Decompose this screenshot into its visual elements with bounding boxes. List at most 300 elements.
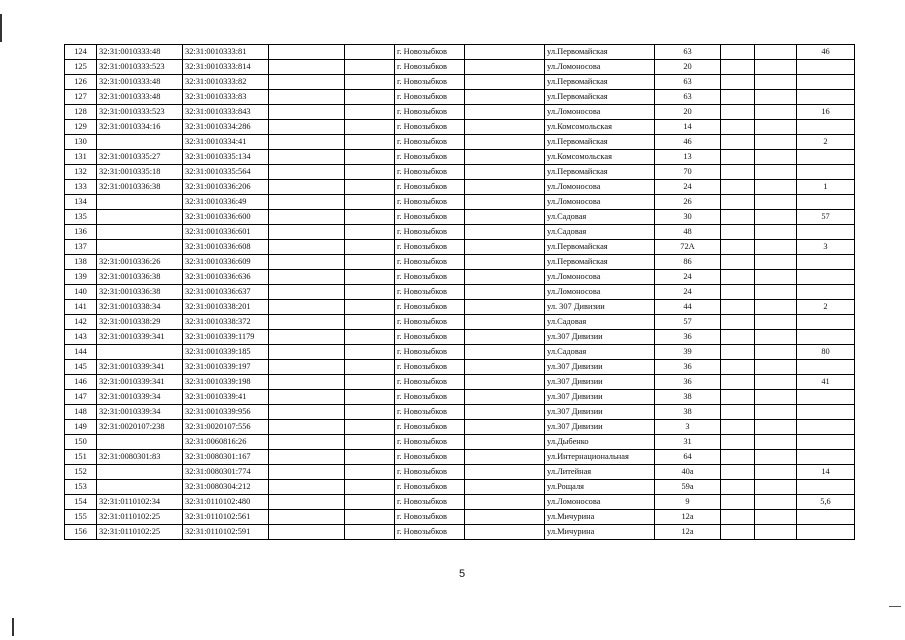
row-number-cell: 150 xyxy=(65,435,97,450)
empty-cell xyxy=(721,375,755,390)
empty-cell xyxy=(269,285,345,300)
empty-cell xyxy=(721,390,755,405)
empty-cell xyxy=(345,435,395,450)
empty-cell xyxy=(345,45,395,60)
source-cadastral-cell: 32:31:0010336:38 xyxy=(97,180,183,195)
empty-cell xyxy=(755,120,797,135)
cadastral-number-cell: 32:31:0010336:608 xyxy=(183,240,269,255)
page-number: 5 xyxy=(458,568,466,580)
apartment-cell xyxy=(797,60,855,75)
empty-cell xyxy=(755,90,797,105)
empty-cell xyxy=(465,495,545,510)
scan-edge-mark xyxy=(12,618,14,636)
table-row xyxy=(65,525,855,540)
row-number-cell: 132 xyxy=(65,165,97,180)
house-number-cell: 9 xyxy=(655,495,721,510)
table-row xyxy=(65,390,855,405)
empty-cell xyxy=(755,345,797,360)
cadastral-number-cell: 32:31:0010336:601 xyxy=(183,225,269,240)
empty-cell xyxy=(269,105,345,120)
table-row xyxy=(65,255,855,270)
table-row xyxy=(65,495,855,510)
empty-cell xyxy=(721,60,755,75)
city-cell: г. Новозыбков xyxy=(395,360,465,375)
empty-cell xyxy=(721,150,755,165)
empty-cell xyxy=(269,270,345,285)
city-cell: г. Новозыбков xyxy=(395,105,465,120)
street-cell: ул.Ломоносова xyxy=(545,495,655,510)
empty-cell xyxy=(345,360,395,375)
street-cell: ул.Первомайская xyxy=(545,75,655,90)
empty-cell xyxy=(269,465,345,480)
empty-cell xyxy=(345,300,395,315)
empty-cell xyxy=(755,450,797,465)
city-cell: г. Новозыбков xyxy=(395,480,465,495)
row-number-cell: 137 xyxy=(65,240,97,255)
source-cadastral-cell xyxy=(97,345,183,360)
empty-cell xyxy=(345,405,395,420)
house-number-cell: 12а xyxy=(655,510,721,525)
cadastral-number-cell: 32:31:0010336:49 xyxy=(183,195,269,210)
table-row xyxy=(65,450,855,465)
empty-cell xyxy=(269,450,345,465)
empty-cell xyxy=(269,60,345,75)
empty-cell xyxy=(269,360,345,375)
row-number-cell: 146 xyxy=(65,375,97,390)
empty-cell xyxy=(345,195,395,210)
empty-cell xyxy=(345,135,395,150)
empty-cell xyxy=(755,285,797,300)
empty-cell xyxy=(755,360,797,375)
empty-cell xyxy=(755,510,797,525)
empty-cell xyxy=(269,255,345,270)
empty-cell xyxy=(721,225,755,240)
empty-cell xyxy=(755,330,797,345)
empty-cell xyxy=(269,180,345,195)
house-number-cell: 72А xyxy=(655,240,721,255)
empty-cell xyxy=(345,60,395,75)
street-cell: ул.Ломоносова xyxy=(545,180,655,195)
apartment-cell: 14 xyxy=(797,465,855,480)
cadastral-number-cell: 32:31:0010336:206 xyxy=(183,180,269,195)
empty-cell xyxy=(721,75,755,90)
city-cell: г. Новозыбков xyxy=(395,60,465,75)
street-cell: ул.Литейная xyxy=(545,465,655,480)
empty-cell xyxy=(465,480,545,495)
source-cadastral-cell: 32:31:0010339:341 xyxy=(97,375,183,390)
cadastral-number-cell: 32:31:0010333:82 xyxy=(183,75,269,90)
empty-cell xyxy=(465,330,545,345)
source-cadastral-cell: 32:31:0110102:25 xyxy=(97,525,183,540)
row-number-cell: 136 xyxy=(65,225,97,240)
house-number-cell: 24 xyxy=(655,180,721,195)
row-number-cell: 155 xyxy=(65,510,97,525)
empty-cell xyxy=(721,450,755,465)
cadastral-number-cell: 32:31:0010334:286 xyxy=(183,120,269,135)
empty-cell xyxy=(465,105,545,120)
city-cell: г. Новозыбков xyxy=(395,495,465,510)
table-body xyxy=(65,45,855,540)
city-cell: г. Новозыбков xyxy=(395,330,465,345)
apartment-cell xyxy=(797,90,855,105)
table-row xyxy=(65,285,855,300)
empty-cell xyxy=(755,420,797,435)
apartment-cell xyxy=(797,255,855,270)
empty-cell xyxy=(721,465,755,480)
empty-cell xyxy=(721,105,755,120)
table-row xyxy=(65,300,855,315)
empty-cell xyxy=(721,525,755,540)
row-number-cell: 139 xyxy=(65,270,97,285)
row-number-cell: 125 xyxy=(65,60,97,75)
cadastral-number-cell: 32:31:0010333:843 xyxy=(183,105,269,120)
city-cell: г. Новозыбков xyxy=(395,180,465,195)
apartment-cell xyxy=(797,75,855,90)
house-number-cell: 26 xyxy=(655,195,721,210)
empty-cell xyxy=(465,135,545,150)
apartment-cell xyxy=(797,225,855,240)
row-number-cell: 148 xyxy=(65,405,97,420)
street-cell: ул.Первомайская xyxy=(545,255,655,270)
empty-cell xyxy=(269,90,345,105)
empty-cell xyxy=(465,285,545,300)
apartment-cell xyxy=(797,420,855,435)
city-cell: г. Новозыбков xyxy=(395,270,465,285)
empty-cell xyxy=(269,510,345,525)
source-cadastral-cell xyxy=(97,210,183,225)
empty-cell xyxy=(465,150,545,165)
source-cadastral-cell: 32:31:0010336:38 xyxy=(97,270,183,285)
table-row xyxy=(65,75,855,90)
empty-cell xyxy=(345,465,395,480)
street-cell: ул.307 Дивизии xyxy=(545,405,655,420)
row-number-cell: 140 xyxy=(65,285,97,300)
empty-cell xyxy=(721,435,755,450)
house-number-cell: 36 xyxy=(655,375,721,390)
empty-cell xyxy=(755,210,797,225)
empty-cell xyxy=(465,225,545,240)
table-row xyxy=(65,120,855,135)
row-number-cell: 141 xyxy=(65,300,97,315)
street-cell: ул.Первомайская xyxy=(545,45,655,60)
empty-cell xyxy=(345,105,395,120)
row-number-cell: 153 xyxy=(65,480,97,495)
table-row xyxy=(65,165,855,180)
apartment-cell xyxy=(797,330,855,345)
source-cadastral-cell: 32:31:0010333:523 xyxy=(97,105,183,120)
empty-cell xyxy=(269,495,345,510)
city-cell: г. Новозыбков xyxy=(395,255,465,270)
table-row xyxy=(65,195,855,210)
house-number-cell: 24 xyxy=(655,270,721,285)
house-number-cell: 46 xyxy=(655,135,721,150)
empty-cell xyxy=(465,525,545,540)
empty-cell xyxy=(345,120,395,135)
empty-cell xyxy=(721,165,755,180)
street-cell: ул.307 Дивизии xyxy=(545,390,655,405)
empty-cell xyxy=(755,465,797,480)
empty-cell xyxy=(755,135,797,150)
empty-cell xyxy=(721,210,755,225)
empty-cell xyxy=(721,45,755,60)
table-row xyxy=(65,465,855,480)
house-number-cell: 20 xyxy=(655,60,721,75)
street-cell: ул.307 Дивизии xyxy=(545,360,655,375)
empty-cell xyxy=(269,405,345,420)
row-number-cell: 135 xyxy=(65,210,97,225)
empty-cell xyxy=(755,390,797,405)
street-cell: ул.Мичурина xyxy=(545,510,655,525)
city-cell: г. Новозыбков xyxy=(395,165,465,180)
empty-cell xyxy=(269,165,345,180)
empty-cell xyxy=(269,210,345,225)
street-cell: ул.Первомайская xyxy=(545,90,655,105)
row-number-cell: 149 xyxy=(65,420,97,435)
house-number-cell: 12а xyxy=(655,525,721,540)
table-row xyxy=(65,90,855,105)
apartment-cell xyxy=(797,525,855,540)
house-number-cell: 63 xyxy=(655,45,721,60)
house-number-cell: 44 xyxy=(655,300,721,315)
empty-cell xyxy=(755,195,797,210)
empty-cell xyxy=(465,360,545,375)
apartment-cell xyxy=(797,435,855,450)
empty-cell xyxy=(269,150,345,165)
house-number-cell: 64 xyxy=(655,450,721,465)
empty-cell xyxy=(721,480,755,495)
row-number-cell: 144 xyxy=(65,345,97,360)
empty-cell xyxy=(755,165,797,180)
cadastral-number-cell: 32:31:0010333:81 xyxy=(183,45,269,60)
apartment-cell xyxy=(797,285,855,300)
empty-cell xyxy=(465,345,545,360)
row-number-cell: 138 xyxy=(65,255,97,270)
house-number-cell: 3 xyxy=(655,420,721,435)
house-number-cell: 20 xyxy=(655,105,721,120)
cadastral-number-cell: 32:31:0010336:637 xyxy=(183,285,269,300)
empty-cell xyxy=(345,480,395,495)
empty-cell xyxy=(345,330,395,345)
city-cell: г. Новозыбков xyxy=(395,300,465,315)
empty-cell xyxy=(465,300,545,315)
house-number-cell: 24 xyxy=(655,285,721,300)
empty-cell xyxy=(269,390,345,405)
source-cadastral-cell: 32:31:0080301:83 xyxy=(97,450,183,465)
row-number-cell: 142 xyxy=(65,315,97,330)
empty-cell xyxy=(345,75,395,90)
city-cell: г. Новозыбков xyxy=(395,420,465,435)
city-cell: г. Новозыбков xyxy=(395,225,465,240)
row-number-cell: 128 xyxy=(65,105,97,120)
empty-cell xyxy=(721,135,755,150)
apartment-cell xyxy=(797,360,855,375)
empty-cell xyxy=(465,420,545,435)
cadastral-number-cell: 32:31:0010339:185 xyxy=(183,345,269,360)
street-cell: ул.Садовая xyxy=(545,210,655,225)
empty-cell xyxy=(755,405,797,420)
city-cell: г. Новозыбков xyxy=(395,75,465,90)
street-cell: ул.307 Дивизии xyxy=(545,375,655,390)
house-number-cell: 39 xyxy=(655,345,721,360)
street-cell: ул.Мичурина xyxy=(545,525,655,540)
cadastral-number-cell: 32:31:0010338:372 xyxy=(183,315,269,330)
empty-cell xyxy=(755,525,797,540)
cadastral-number-cell: 32:31:0010339:1179 xyxy=(183,330,269,345)
empty-cell xyxy=(755,435,797,450)
city-cell: г. Новозыбков xyxy=(395,210,465,225)
city-cell: г. Новозыбков xyxy=(395,390,465,405)
empty-cell xyxy=(721,285,755,300)
table-row xyxy=(65,270,855,285)
table-row xyxy=(65,240,855,255)
empty-cell xyxy=(269,525,345,540)
empty-cell xyxy=(465,90,545,105)
table-row xyxy=(65,435,855,450)
cadastral-number-cell: 32:31:0010335:134 xyxy=(183,150,269,165)
house-number-cell: 86 xyxy=(655,255,721,270)
row-number-cell: 134 xyxy=(65,195,97,210)
empty-cell xyxy=(345,270,395,285)
empty-cell xyxy=(465,60,545,75)
street-cell: ул. 307 Дивизии xyxy=(545,300,655,315)
city-cell: г. Новозыбков xyxy=(395,150,465,165)
street-cell: ул.Ломоносова xyxy=(545,60,655,75)
empty-cell xyxy=(345,315,395,330)
cadastral-number-cell: 32:31:0010339:956 xyxy=(183,405,269,420)
empty-cell xyxy=(755,495,797,510)
empty-cell xyxy=(721,90,755,105)
city-cell: г. Новозыбков xyxy=(395,345,465,360)
cadastral-number-cell: 32:31:0010339:197 xyxy=(183,360,269,375)
apartment-cell: 3 xyxy=(797,240,855,255)
apartment-cell xyxy=(797,165,855,180)
empty-cell xyxy=(721,120,755,135)
table-row xyxy=(65,180,855,195)
source-cadastral-cell xyxy=(97,135,183,150)
row-number-cell: 147 xyxy=(65,390,97,405)
street-cell: ул.Комсомольская xyxy=(545,150,655,165)
empty-cell xyxy=(755,75,797,90)
city-cell: г. Новозыбков xyxy=(395,510,465,525)
empty-cell xyxy=(269,345,345,360)
cadastral-number-cell: 32:31:0010336:600 xyxy=(183,210,269,225)
house-number-cell: 63 xyxy=(655,75,721,90)
table-row xyxy=(65,45,855,60)
cadastral-number-cell: 32:31:0010336:609 xyxy=(183,255,269,270)
empty-cell xyxy=(721,495,755,510)
apartment-cell xyxy=(797,120,855,135)
empty-cell xyxy=(269,45,345,60)
empty-cell xyxy=(465,390,545,405)
empty-cell xyxy=(721,255,755,270)
cadastral-number-cell: 32:31:0010335:564 xyxy=(183,165,269,180)
city-cell: г. Новозыбков xyxy=(395,90,465,105)
source-cadastral-cell: 32:31:0010338:34 xyxy=(97,300,183,315)
house-number-cell: 36 xyxy=(655,330,721,345)
empty-cell xyxy=(721,330,755,345)
cadastral-number-cell: 32:31:0110102:480 xyxy=(183,495,269,510)
source-cadastral-cell: 32:31:0020107:238 xyxy=(97,420,183,435)
city-cell: г. Новозыбков xyxy=(395,315,465,330)
empty-cell xyxy=(345,225,395,240)
empty-cell xyxy=(721,240,755,255)
empty-cell xyxy=(721,195,755,210)
empty-cell xyxy=(465,210,545,225)
empty-cell xyxy=(345,210,395,225)
row-number-cell: 133 xyxy=(65,180,97,195)
table-row xyxy=(65,405,855,420)
house-number-cell: 38 xyxy=(655,405,721,420)
empty-cell xyxy=(269,330,345,345)
street-cell: ул.307 Дивизии xyxy=(545,330,655,345)
empty-cell xyxy=(345,510,395,525)
apartment-cell xyxy=(797,480,855,495)
empty-cell xyxy=(721,420,755,435)
apartment-cell xyxy=(797,450,855,465)
empty-cell xyxy=(269,240,345,255)
source-cadastral-cell: 32:31:0010338:29 xyxy=(97,315,183,330)
table-row xyxy=(65,420,855,435)
apartment-cell: 2 xyxy=(797,135,855,150)
table-row xyxy=(65,510,855,525)
source-cadastral-cell xyxy=(97,195,183,210)
empty-cell xyxy=(755,60,797,75)
empty-cell xyxy=(755,255,797,270)
house-number-cell: 14 xyxy=(655,120,721,135)
street-cell: ул.Садовая xyxy=(545,345,655,360)
city-cell: г. Новозыбков xyxy=(395,240,465,255)
empty-cell xyxy=(465,195,545,210)
house-number-cell: 57 xyxy=(655,315,721,330)
empty-cell xyxy=(465,165,545,180)
empty-cell xyxy=(721,180,755,195)
empty-cell xyxy=(345,345,395,360)
source-cadastral-cell: 32:31:0010333:48 xyxy=(97,75,183,90)
source-cadastral-cell xyxy=(97,465,183,480)
source-cadastral-cell: 32:31:0010339:341 xyxy=(97,330,183,345)
table-row xyxy=(65,225,855,240)
property-registry-table xyxy=(64,44,855,540)
empty-cell xyxy=(465,375,545,390)
empty-cell xyxy=(465,255,545,270)
street-cell: ул.307 Дивизии xyxy=(545,420,655,435)
house-number-cell: 48 xyxy=(655,225,721,240)
empty-cell xyxy=(345,450,395,465)
empty-cell xyxy=(345,420,395,435)
cadastral-number-cell: 32:31:0010333:814 xyxy=(183,60,269,75)
row-number-cell: 129 xyxy=(65,120,97,135)
cadastral-number-cell: 32:31:0010339:41 xyxy=(183,390,269,405)
empty-cell xyxy=(269,75,345,90)
apartment-cell xyxy=(797,270,855,285)
street-cell: ул.Дыбенко xyxy=(545,435,655,450)
empty-cell xyxy=(755,270,797,285)
empty-cell xyxy=(345,180,395,195)
street-cell: ул.Первомайская xyxy=(545,135,655,150)
city-cell: г. Новозыбков xyxy=(395,450,465,465)
source-cadastral-cell: 32:31:0110102:25 xyxy=(97,510,183,525)
apartment-cell xyxy=(797,405,855,420)
empty-cell xyxy=(465,435,545,450)
empty-cell xyxy=(721,510,755,525)
empty-cell xyxy=(465,270,545,285)
table-row xyxy=(65,315,855,330)
empty-cell xyxy=(269,300,345,315)
empty-cell xyxy=(345,375,395,390)
empty-cell xyxy=(465,510,545,525)
city-cell: г. Новозыбков xyxy=(395,285,465,300)
city-cell: г. Новозыбков xyxy=(395,405,465,420)
